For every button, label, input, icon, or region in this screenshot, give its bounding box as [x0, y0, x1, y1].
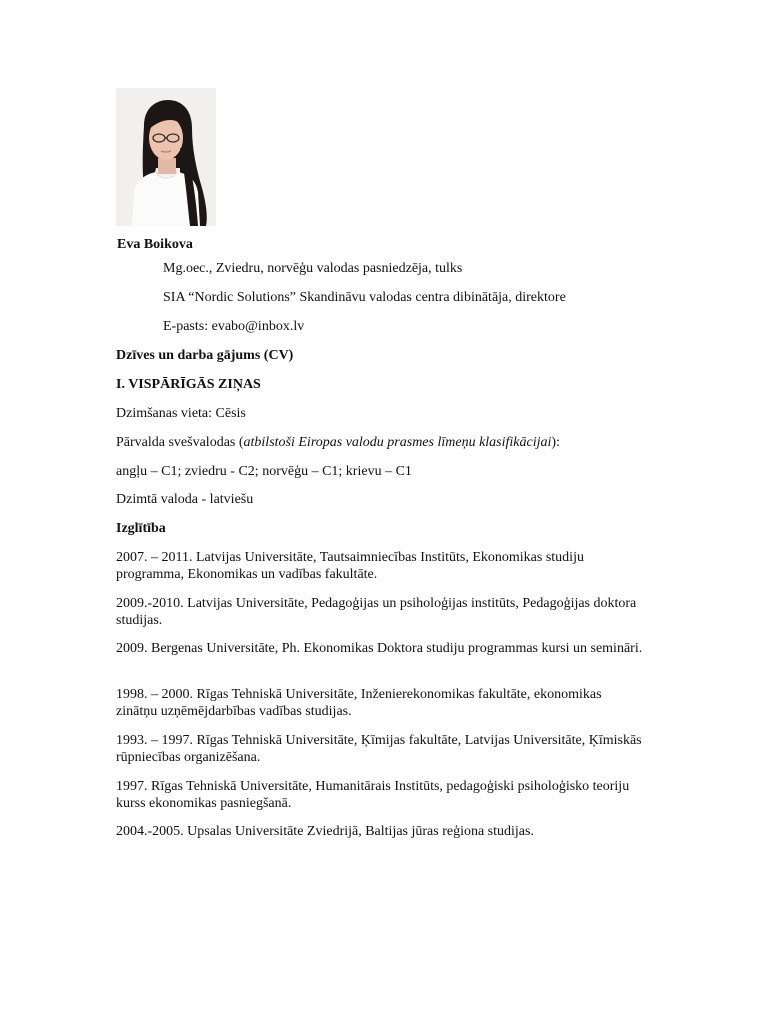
person-title: Mg.oec., Zviedru, norvēģu valodas pasniedzēja, tulks	[163, 261, 463, 276]
languages-suffix: ):	[551, 435, 560, 450]
education-entry-2: 2009.-2010. Latvijas Universitāte, Pedagoģijas un psiholoģijas institūts, Pedagoģijas doktora studijas.	[116, 596, 637, 628]
education-entry-5: 1993. – 1997. Rīgas Tehniskā Universitāte, Ķīmijas fakultāte, Latvijas Universitāte, Ķīmiskās rūpniecības organizēšana.	[116, 733, 642, 765]
portrait-image	[116, 88, 216, 226]
birthplace: Dzimšanas vieta: Cēsis	[116, 406, 246, 421]
languages-prefix: Pārvalda svešvalodas (	[116, 435, 244, 450]
cv-heading: Dzīves un darba gājums (CV)	[116, 348, 294, 363]
profile-photo	[116, 88, 216, 226]
education-heading: Izglītība	[116, 521, 166, 536]
native-language: Dzimtā valoda - latviešu	[116, 492, 254, 507]
languages-list: angļu – C1; zviedru - C2; norvēģu – C1; krievu – C1	[116, 464, 412, 479]
person-name: Eva Boikova	[117, 237, 193, 252]
education-entry-1: 2007. – 2011. Latvijas Universitāte, Tautsaimniecības Institūts, Ekonomikas studiju programma, Ekonomikas un vadības fakultāte.	[116, 550, 584, 582]
education-entry-7: 2004.-2005. Upsalas Universitāte Zviedrijā, Baltijas jūras reģiona studijas.	[116, 824, 534, 839]
education-entry-4: 1998. – 2000. Rīgas Tehniskā Universitāte, Inženierekonomikas fakultāte, ekonomikas zinātņu uzņēmējdarbības vadības studijas.	[116, 687, 602, 719]
languages-note: atbilstoši Eiropas valodu prasmes līmeņu klasifikācijai	[243, 435, 552, 450]
person-company: SIA “Nordic Solutions” Skandināvu valodas centra dibinātāja, direktore	[163, 290, 566, 305]
languages-intro	[116, 434, 560, 451]
general-info-heading: I. VISPĀRĪGĀS ZIŅAS	[116, 377, 261, 392]
person-email: E-pasts: evabo@inbox.lv	[163, 319, 305, 334]
education-entry-3: 2009. Bergenas Universitāte, Ph. Ekonomikas Doktora studiju programmas kursi un semināri.	[116, 641, 643, 656]
education-entry-6: 1997. Rīgas Tehniskā Universitāte, Humanitārais Institūts, pedagoģiski psiholoģisko teoriju kurss ekonomikas pasniegšanā.	[116, 779, 630, 811]
